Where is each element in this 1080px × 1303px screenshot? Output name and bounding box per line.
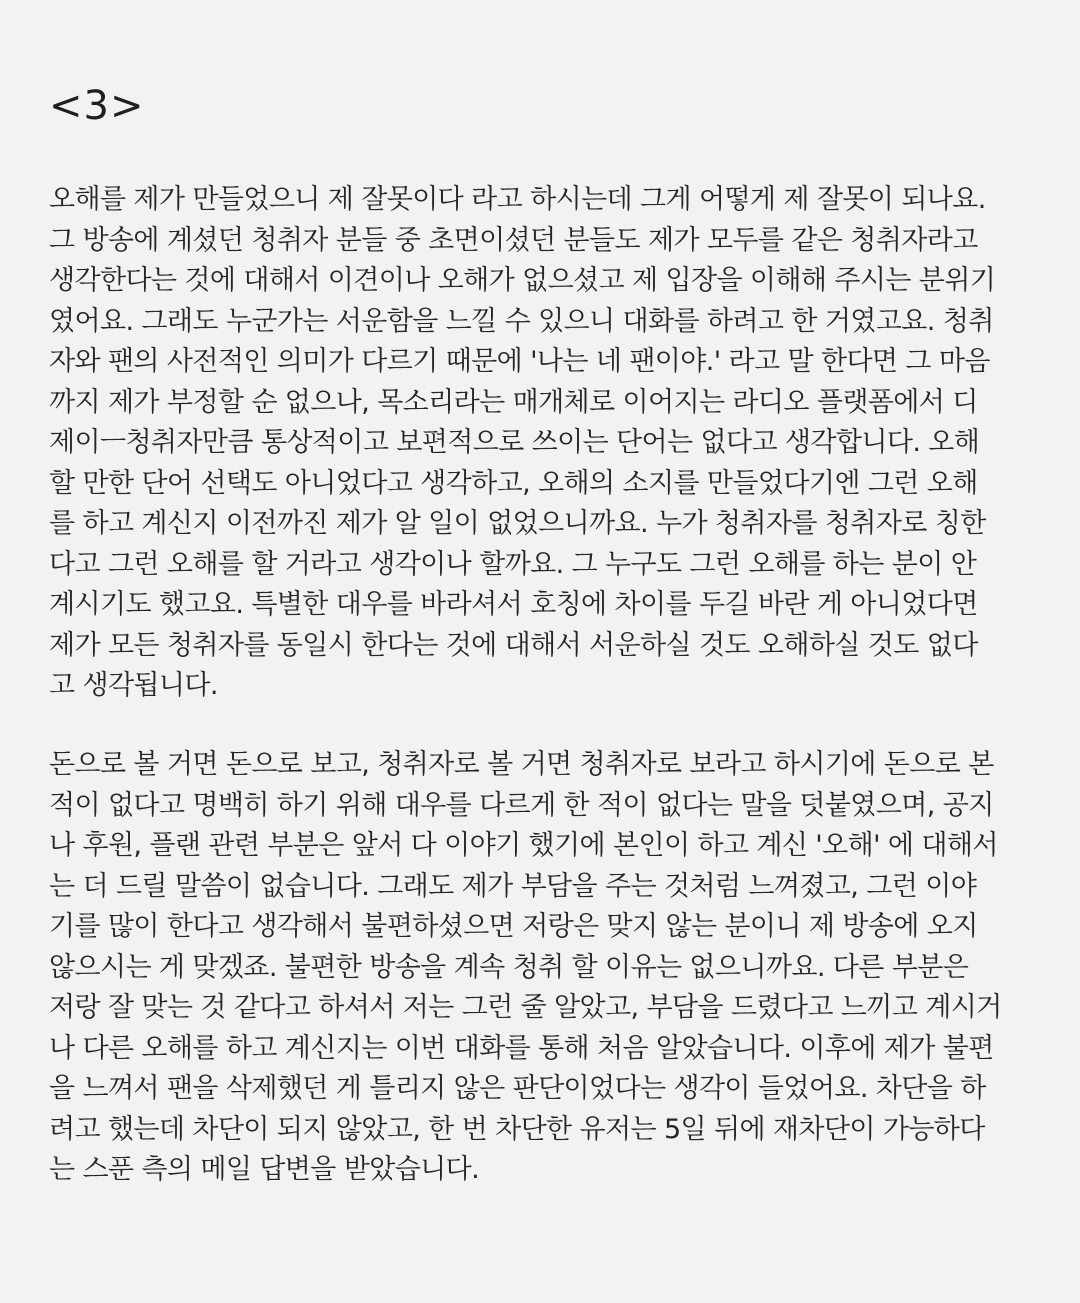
text-line: 였어요. 그래도 누군가는 서운함을 느낄 수 있으니 대화를 하려고 한 거였고요. 청취 bbox=[49, 305, 994, 337]
text-line: 을 느껴서 팬을 삭제했던 게 틀리지 않은 판단이었다는 생각이 들었어요. 차단을 하 bbox=[49, 1073, 986, 1104]
text-line: 다고 그런 오해를 할 거라고 생각이나 할까요. 그 누구도 그런 오해를 하는 분이 안 bbox=[49, 548, 977, 580]
text-line: 않으시는 게 맞겠죠. 불편한 방송을 계속 청취 할 이유는 없으니까요. 다른 부분은 bbox=[49, 951, 969, 983]
text-line: 계시기도 했고요. 특별한 대우를 바라셔서 호칭에 차이를 두길 바란 게 아니었다면 bbox=[49, 589, 978, 620]
text-line: 할 만한 단어 선택도 아니었다고 생각하고, 오해의 소지를 만들었다기엔 그런 오해 bbox=[49, 467, 978, 499]
text-line: 생각한다는 것에 대해서 이견이나 오해가 없으셨고 제 입장을 이해해 주시는 분위기 bbox=[49, 265, 996, 296]
text-line: 려고 했는데 차단이 되지 않았고, 한 번 차단한 유저는 5일 뒤에 재차단이 가능하다 bbox=[49, 1113, 985, 1145]
text-line: 를 하고 계신지 이전까진 제가 알 일이 없었으니까요. 누가 청취자를 청취자로 칭한 bbox=[49, 508, 986, 539]
paragraph-1 bbox=[49, 180, 995, 707]
text-line: 제가 모든 청취자를 동일시 한다는 것에 대해서 서운하실 것도 오해하실 것도 없다 bbox=[49, 629, 978, 661]
text-line: 기를 많이 한다고 생각해서 불편하셨으면 저랑은 맞지 않는 분이니 제 방송에 오지 bbox=[49, 911, 978, 942]
text-line: 그 방송에 계셨던 청취자 분들 중 초면이셨던 분들도 제가 모두를 같은 청취자라고 bbox=[49, 224, 978, 256]
text-line: 제이ㅡ청취자만큼 통상적이고 보편적으로 쓰이는 단어는 없다고 생각합니다. 오해 bbox=[49, 427, 980, 458]
text-line: 고 생각됩니다. bbox=[49, 670, 218, 701]
section-heading: <3> bbox=[49, 83, 145, 129]
text-line: 나 후원, 플랜 관련 부분은 앞서 다 이야기 했기에 본인이 하고 계신 '오해' 에 대해서 bbox=[49, 830, 998, 861]
text-line: 나 다른 오해를 하고 계신지는 이번 대화를 통해 처음 알았습니다. 이후에 제가 불편 bbox=[49, 1032, 994, 1064]
text-line: 오해를 제가 만들었으니 제 잘못이다 라고 하시는데 그게 어떻게 제 잘못이 되나요. bbox=[49, 184, 986, 215]
paragraph-2 bbox=[49, 745, 1002, 1191]
text-line: 자와 팬의 사전적인 의미가 다르기 때문에 '나는 네 팬이야.' 라고 말 한다면 그 마음 bbox=[49, 346, 990, 377]
text-line: 는 더 드릴 말씀이 없습니다. 그래도 제가 부담을 주는 것처럼 느껴졌고, 그런 이야 bbox=[49, 870, 977, 902]
text-line: 는 스푼 측의 메일 답변을 받았습니다. bbox=[49, 1154, 480, 1185]
text-line: 적이 없다고 명백히 하기 위해 대우를 다르게 한 적이 없다는 말을 덧붙였으며, 공지 bbox=[49, 789, 994, 821]
text-line: 저랑 잘 맞는 것 같다고 하셔서 저는 그런 줄 알았고, 부담을 드렸다고 느끼고 계시거 bbox=[49, 992, 1002, 1023]
text-line: 돈으로 볼 거면 돈으로 보고, 청취자로 볼 거면 청취자로 보라고 하시기에 돈으로 본 bbox=[49, 749, 994, 780]
text-line: 까지 제가 부정할 순 없으나, 목소리라는 매개체로 이어지는 라디오 플랫폼에서 디 bbox=[49, 386, 978, 418]
